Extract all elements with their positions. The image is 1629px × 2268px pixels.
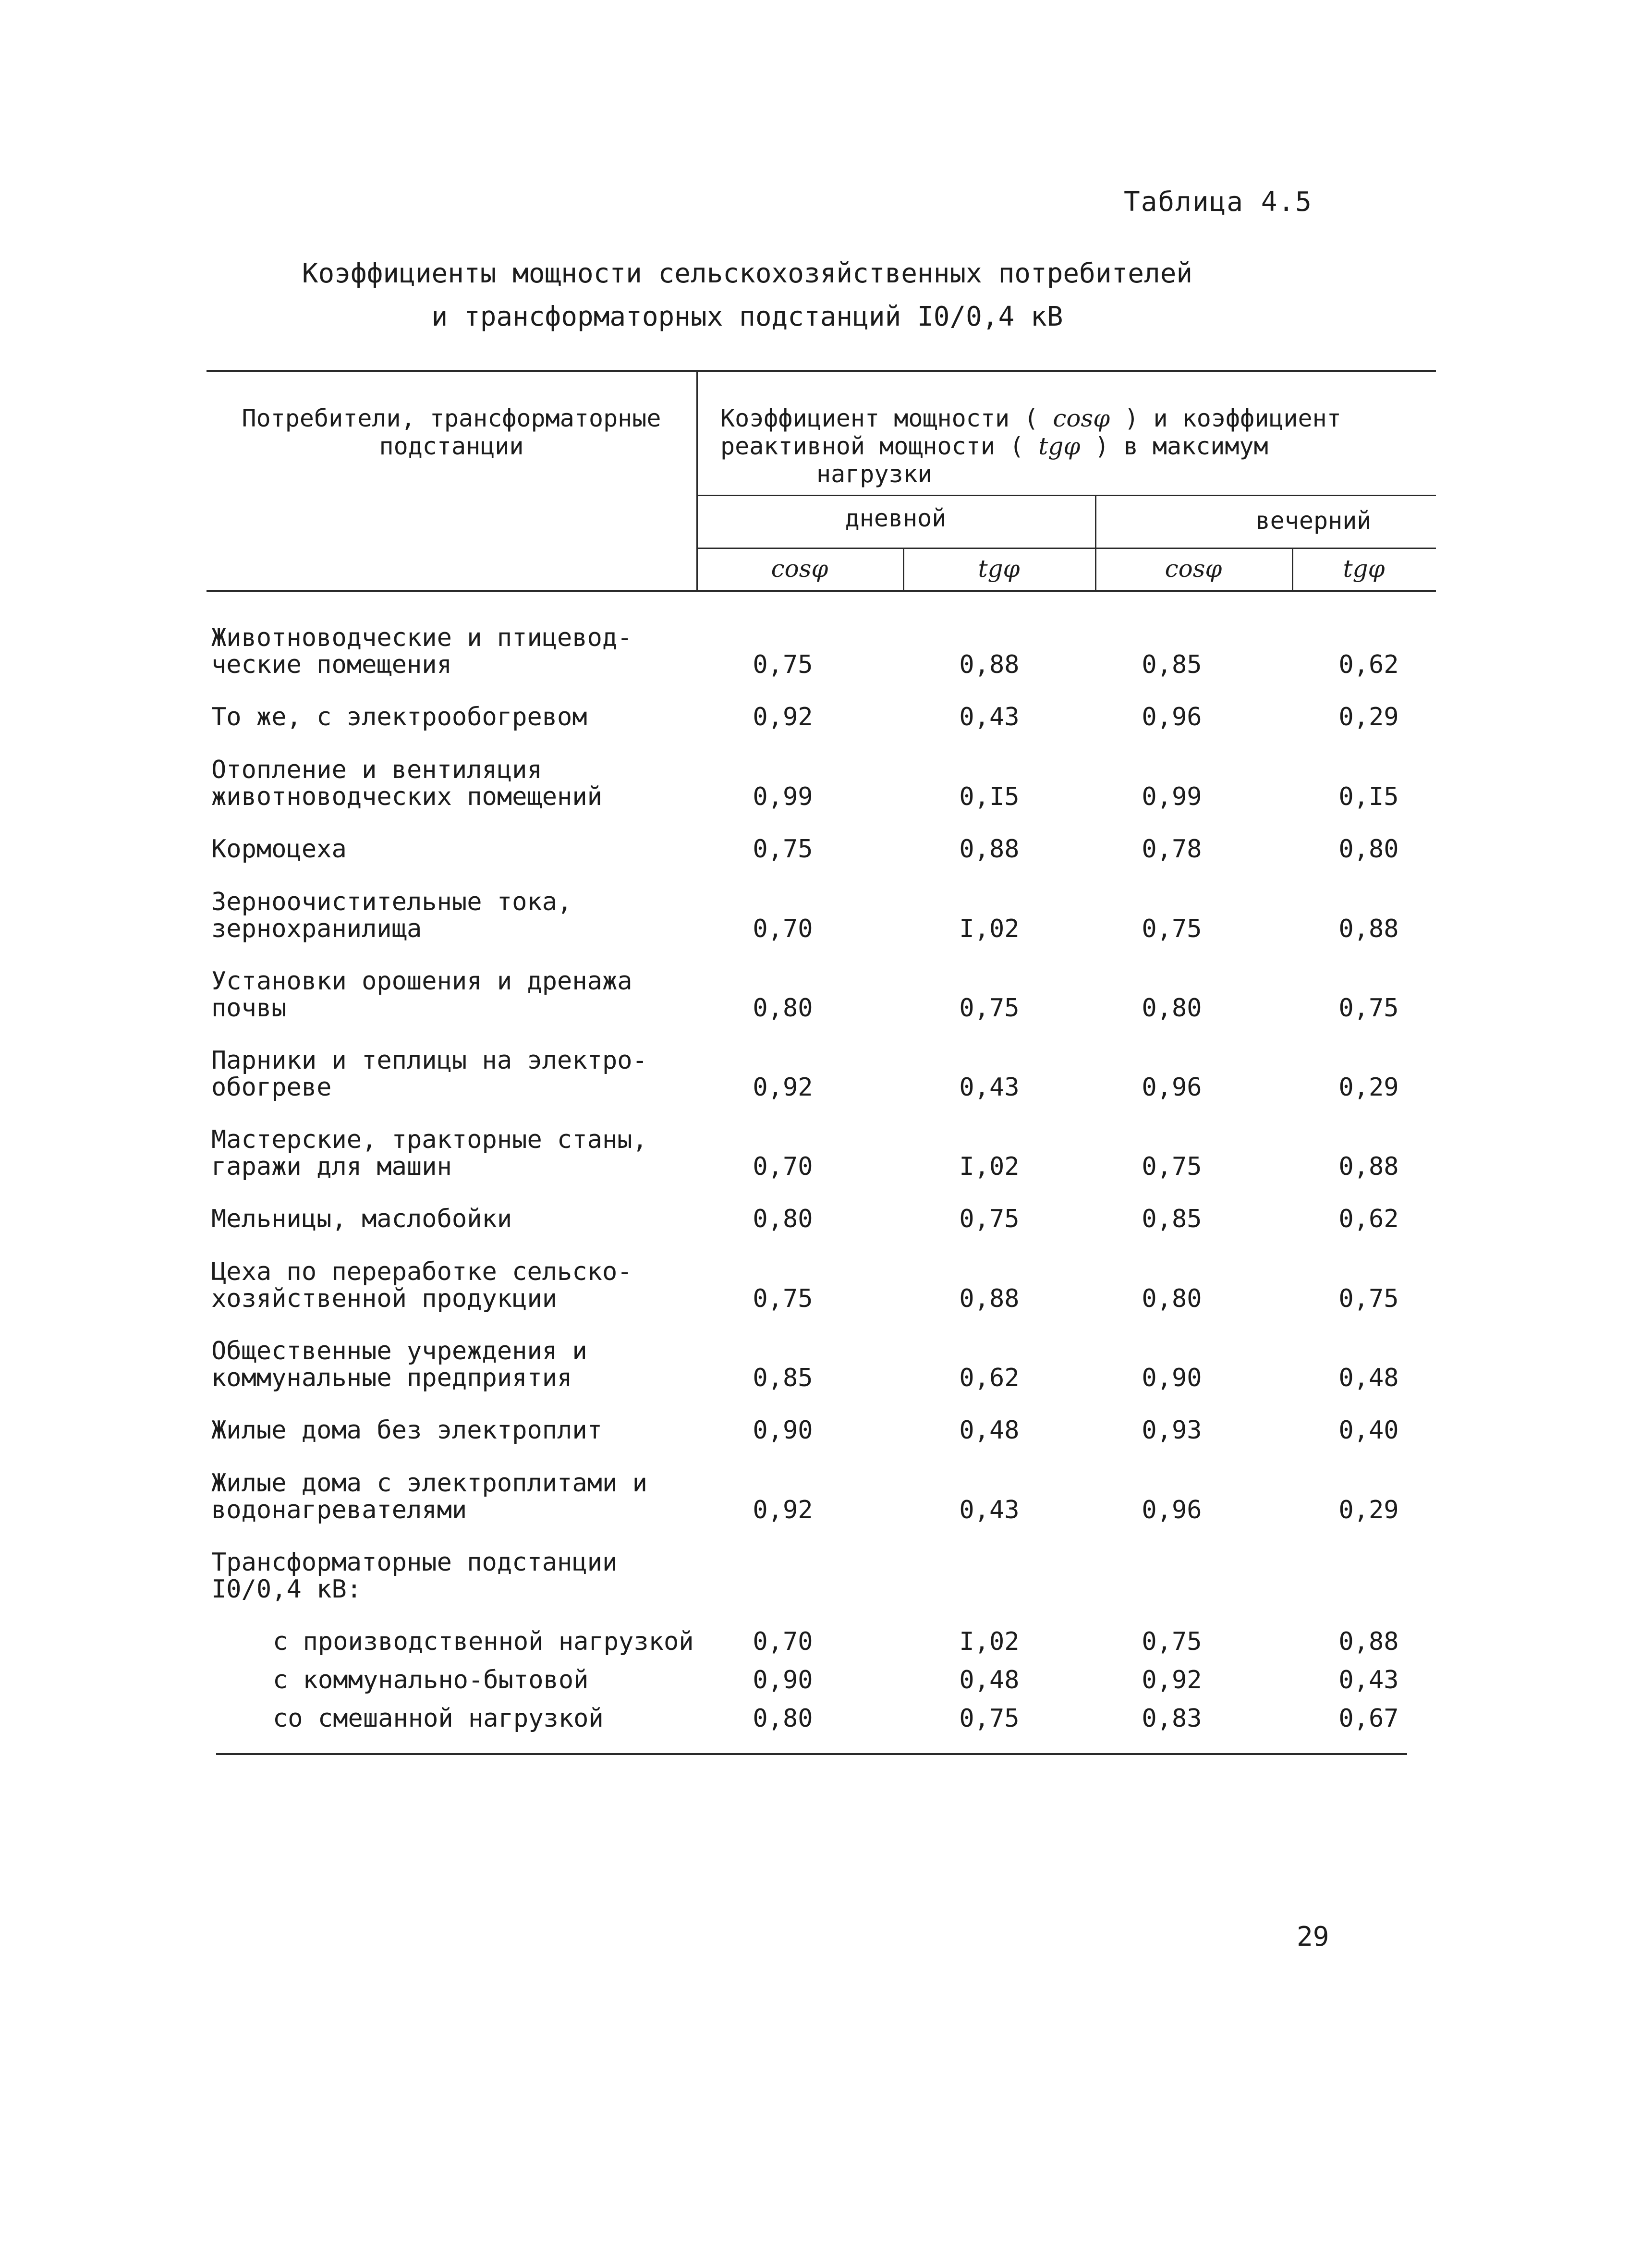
row-label: Животноводческие и птицевод-ческие помещения	[211, 623, 632, 679]
row-label: Жилые дома с электроплитами и водонагревателями	[211, 1469, 647, 1524]
cell-tg-day: 0,48	[959, 1416, 1020, 1445]
cell-tg-day: I,02	[959, 1152, 1020, 1181]
cell-cos-evening: 0,75	[1142, 1627, 1202, 1656]
cell-tg-evening: 0,43	[1338, 1666, 1399, 1695]
cell-cos-day: 0,75	[753, 835, 813, 864]
header-main-line2: реактивной мощности (	[720, 432, 1024, 460]
cell-cos-evening: 0,90	[1142, 1364, 1202, 1392]
cell-tg-evening: 0,29	[1338, 1496, 1399, 1524]
row-label: Жилые дома без электроплит	[211, 1416, 602, 1445]
cell-tg-day: 0,75	[959, 1205, 1020, 1233]
cell-cos-evening: 0,85	[1142, 650, 1202, 679]
cell-cos-day: 0,90	[753, 1416, 813, 1445]
cell-tg-evening: 0,88	[1338, 1152, 1399, 1181]
cell-tg-day: 0,43	[959, 1073, 1020, 1102]
cell-cos-day: 0,80	[753, 994, 813, 1023]
cell-cos-evening: 0,96	[1142, 1073, 1202, 1102]
row-label: Отопление и вентиляция животноводческих помещений	[211, 756, 602, 811]
cell-cos-evening: 0,80	[1142, 1284, 1202, 1313]
cell-cos-day: 0,70	[753, 1627, 813, 1656]
cell-tg-day: 0,88	[959, 650, 1020, 679]
cell-cos-day: 0,80	[753, 1704, 813, 1733]
row-label: со смешанной нагрузкой	[273, 1704, 604, 1733]
header-evening: вечерний	[1255, 507, 1372, 535]
cell-tg-day: I,02	[959, 1627, 1020, 1656]
tg-phi-symbol: tgφ	[1038, 432, 1081, 460]
cell-tg-evening: 0,80	[1338, 835, 1399, 864]
cell-cos-evening: 0,92	[1142, 1666, 1202, 1695]
table-top-rule	[207, 370, 1436, 372]
cell-tg-evening: 0,40	[1338, 1416, 1399, 1445]
cell-cos-day: 0,80	[753, 1205, 813, 1233]
header-bottom-rule	[207, 590, 1436, 592]
header-main-line1: Коэффициент мощности (	[720, 404, 1039, 432]
table-caption-line1: Коэффициенты мощности сельскохозяйственных потребителей	[302, 258, 1193, 289]
row-label: Мельницы, маслобойки	[211, 1205, 512, 1233]
row-label: Парники и теплицы на электро-обогреве	[211, 1046, 647, 1102]
header-main-line1b: ) и коэффициент	[1124, 404, 1341, 432]
cell-tg-evening: 0,I5	[1338, 782, 1399, 811]
cell-tg-evening: 0,67	[1338, 1704, 1399, 1733]
cell-cos-day: 0,85	[753, 1364, 813, 1392]
cell-tg-day: 0,I5	[959, 782, 1020, 811]
cell-tg-evening: 0,29	[1338, 703, 1399, 732]
cell-tg-day: 0,43	[959, 1496, 1020, 1524]
cell-cos-day: 0,99	[753, 782, 813, 811]
cos-phi-symbol: cosφ	[1053, 404, 1110, 432]
cell-cos-day: 0,92	[753, 1073, 813, 1102]
table-caption-line2: и трансформаторных подстанций I0/0,4 кВ	[431, 301, 1063, 332]
row-label: То же, с электрообогревом	[211, 703, 587, 732]
cell-tg-evening: 0,88	[1338, 1627, 1399, 1656]
cell-tg-evening: 0,48	[1338, 1364, 1399, 1392]
cell-cos-evening: 0,78	[1142, 835, 1202, 864]
col-header-cos-day: cosφ	[771, 555, 828, 583]
header-sub-rule	[696, 548, 1436, 549]
cell-cos-evening: 0,85	[1142, 1205, 1202, 1233]
cell-tg-evening: 0,88	[1338, 915, 1399, 943]
cell-tg-day: 0,43	[959, 703, 1020, 732]
row-label: Кормоцеха	[211, 835, 347, 864]
cell-cos-day: 0,70	[753, 1152, 813, 1181]
cell-tg-evening: 0,62	[1338, 1205, 1399, 1233]
col-header-tg-day: tgφ	[978, 555, 1020, 583]
table-number: Таблица 4.5	[1124, 186, 1313, 218]
cell-tg-day: 0,48	[959, 1666, 1020, 1695]
cell-cos-evening: 0,99	[1142, 782, 1202, 811]
cell-cos-day: 0,75	[753, 650, 813, 679]
cell-cos-evening: 0,75	[1142, 915, 1202, 943]
page-number: 29	[1297, 1921, 1329, 1952]
table-bottom-rule	[216, 1753, 1407, 1755]
cell-cos-day: 0,75	[753, 1284, 813, 1313]
row-label: Установки орошения и дренажа почвы	[211, 967, 632, 1023]
header-main-line2b: ) в максимум	[1094, 432, 1268, 460]
cell-tg-day: I,02	[959, 915, 1020, 943]
cell-cos-day: 0,92	[753, 703, 813, 732]
header-main-line3: нагрузки	[816, 460, 932, 488]
col-header-cos-evening: cosφ	[1165, 555, 1222, 583]
cell-cos-evening: 0,93	[1142, 1416, 1202, 1445]
header-mid-rule	[696, 495, 1436, 496]
header-power-factor	[720, 404, 1441, 488]
row-label: с производственной нагрузкой	[273, 1627, 694, 1656]
row-label: с коммунально-бытовой	[273, 1666, 589, 1695]
cell-tg-evening: 0,75	[1338, 1284, 1399, 1313]
row-label: Общественные учреждения и коммунальные предприятия	[211, 1337, 587, 1392]
cell-cos-evening: 0,96	[1142, 703, 1202, 732]
cell-tg-day: 0,88	[959, 835, 1020, 864]
cell-tg-day: 0,88	[959, 1284, 1020, 1313]
cell-cos-evening: 0,75	[1142, 1152, 1202, 1181]
cell-tg-day: 0,75	[959, 994, 1020, 1023]
col-header-tg-evening: tgφ	[1343, 555, 1385, 583]
row-label: Мастерские, тракторные станы, гаражи для машин	[211, 1125, 647, 1181]
row-label: Зерноочистительные тока, зернохранилища	[211, 888, 572, 943]
cell-cos-evening: 0,96	[1142, 1496, 1202, 1524]
cell-tg-evening: 0,29	[1338, 1073, 1399, 1102]
cell-tg-day: 0,75	[959, 1704, 1020, 1733]
cell-cos-evening: 0,83	[1142, 1704, 1202, 1733]
cell-tg-evening: 0,62	[1338, 650, 1399, 679]
cell-cos-day: 0,90	[753, 1666, 813, 1695]
cell-cos-day: 0,70	[753, 915, 813, 943]
cell-cos-evening: 0,80	[1142, 994, 1202, 1023]
header-consumers: Потребители, трансформаторные подстанции	[242, 404, 661, 460]
row-label: Трансформаторные подстанции I0/0,4 кВ:	[211, 1548, 618, 1604]
cell-tg-evening: 0,75	[1338, 994, 1399, 1023]
cell-cos-day: 0,92	[753, 1496, 813, 1524]
header-daytime: дневной	[845, 504, 947, 532]
cell-tg-day: 0,62	[959, 1364, 1020, 1392]
row-label: Цеха по переработке сельско-хозяйственной продукции	[211, 1257, 632, 1313]
